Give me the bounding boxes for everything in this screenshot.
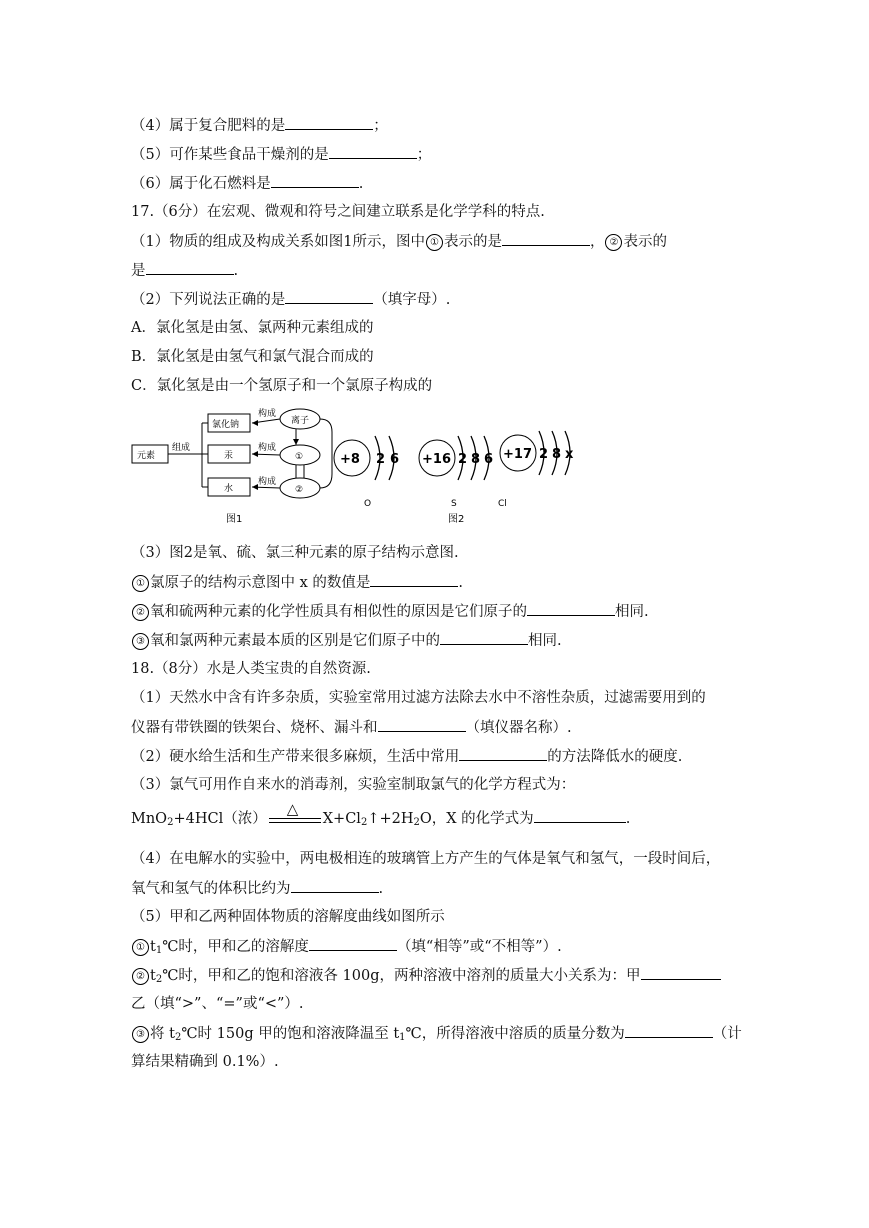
q18-part4-line1: （4）在电解水的实验中，两电极相连的玻璃管上方产生的气体是氧气和氢气，一段时间后， (131, 851, 721, 867)
period: . (233, 263, 239, 279)
q18-part5-c (131, 1023, 742, 1048)
temp-symbol: t (150, 968, 156, 984)
q17-part3-b-text: 氧和硫两种元素的化学性质具有相似性的原因是它们原子的 (150, 604, 527, 620)
atom-cl-nucleus: +17 (503, 447, 532, 462)
q17-part1-text: 表示的是 (443, 234, 502, 250)
q17-part3-c-text: 氧和氯两种元素最本质的区别是它们原子中的 (150, 633, 440, 649)
chemical-equation (131, 800, 631, 833)
atom-s-shell-3: 6 (484, 452, 494, 467)
fig1-water-label: 水 (224, 484, 234, 494)
q18-part4-text: 氧气和氢气的体积比约为 (131, 881, 291, 897)
q18-part3: （3）氯气可用作自来水的消毒剂，实验室制取氯气的化学方程式为： (131, 777, 576, 793)
answer-blank[interactable] (146, 260, 234, 275)
item-4 (131, 115, 388, 136)
item-4-text: （4）属于复合肥料的是 (131, 118, 286, 134)
item-5 (131, 144, 431, 165)
q18-part5-b-line2: 乙（填“>”、“=”或“<”）. (131, 996, 304, 1012)
atom-o-nucleus: +8 (340, 452, 360, 467)
answer-blank[interactable] (459, 746, 547, 761)
answer-blank[interactable] (641, 965, 721, 980)
temp-sub: 1 (155, 945, 163, 956)
atom-cl-shell-1: 2 (539, 447, 549, 462)
circled-number: ② (605, 234, 622, 251)
q18-part2-tail: 的方法降低水的硬度. (547, 749, 683, 765)
heat-symbol: △ (286, 800, 299, 818)
answer-blank[interactable] (370, 572, 458, 587)
atom-o-shell-2: 6 (390, 452, 400, 467)
answer-blank[interactable] (271, 173, 359, 188)
q17-part3: （3）图2是氧、硫、氯三种元素的原子结构示意图. (131, 545, 459, 561)
q18-part5-a-hint: （填“相等”或“不相等”）. (396, 939, 562, 955)
answer-blank[interactable] (378, 717, 466, 732)
q17-part3-a (131, 572, 463, 593)
q17-part3-c (131, 630, 562, 651)
fig1-circle-1: ① (295, 452, 304, 462)
option-a: A．氯化氢是由氢、氯两种元素组成的 (131, 320, 374, 336)
q17-part3-c-tail: 相同. (528, 633, 562, 649)
q17-part2-text: （2）下列说法正确的是 (131, 292, 286, 308)
circled-number: ① (132, 575, 149, 592)
fig1-zucheng-label: 组成 (172, 443, 191, 453)
q18-part5-a-text: ℃时，甲和乙的溶解度 (162, 939, 309, 955)
temp-symbol: t (150, 939, 156, 955)
q17-part1-text: 表示的 (623, 234, 667, 250)
q18-part2 (131, 746, 682, 767)
fig1-element-label: 元素 (137, 451, 156, 461)
fig1-goucheng-label: 构成 (258, 443, 277, 453)
q18-part4-line2 (131, 878, 383, 899)
q18-part5-c-line2: 算结果精确到 0.1%）. (131, 1054, 279, 1070)
fig1-caption: 图1 (226, 514, 243, 525)
answer-blank[interactable] (309, 936, 397, 951)
q17-part3-b-tail: 相同. (615, 604, 649, 620)
fig1-goucheng-label: 构成 (258, 477, 277, 487)
item-6 (131, 173, 363, 194)
answer-blank[interactable] (534, 808, 626, 823)
eq-sub: 2 (167, 817, 174, 828)
atom-o-shell-1: 2 (376, 452, 386, 467)
figure-structure-diagrams (128, 402, 608, 534)
eq-condition (267, 800, 323, 827)
circled-number: ① (426, 234, 443, 251)
q18-part5: （5）甲和乙两种固体物质的溶解度曲线如图所示 (131, 909, 445, 925)
atom-cl-shell-2: 8 (552, 447, 562, 462)
q17-part2-hint: （填字母）. (373, 292, 451, 308)
period: . (378, 881, 384, 897)
q17-part3-b (131, 601, 649, 622)
atom-s-shell-2: 8 (471, 452, 481, 467)
circled-number: ③ (132, 1026, 149, 1043)
q18-part5-b-text: ℃时，甲和乙的饱和溶液各 100g，两种溶液中溶剂的质量大小关系为：甲 (162, 968, 641, 984)
temp-sub: 2 (155, 974, 163, 985)
circled-number: ① (132, 939, 149, 956)
temp-sub: 2 (174, 1032, 182, 1043)
fig1-nacl-label: 氯化钠 (212, 420, 240, 430)
question-18-title: 18.（8分）水是人类宝贵的自然资源. (131, 661, 371, 677)
q18-part1-line1: （1）天然水中含有许多杂质，实验室常用过滤方法除去水中不溶性杂质，过滤需要用到的 (131, 690, 706, 706)
answer-blank[interactable] (291, 878, 379, 893)
eq-h2o: ↑+2H (367, 811, 414, 827)
q17-part1-line2 (131, 260, 238, 281)
fig1-ion-label: 离子 (291, 416, 310, 426)
fig1-circle-2: ② (295, 485, 304, 495)
fig1-goucheng-label: 构成 (258, 409, 277, 419)
answer-blank[interactable] (440, 630, 528, 645)
eq-sub: 2 (413, 817, 420, 828)
eq-double-line (269, 818, 321, 823)
figure-svg (128, 402, 608, 534)
atom-o-symbol: O (364, 499, 372, 509)
answer-blank[interactable] (285, 289, 373, 304)
circled-number: ③ (132, 633, 149, 650)
atom-cl-symbol: Cl (498, 499, 507, 509)
question-17-title: 17.（6分）在宏观、微观和符号之间建立联系是化学学科的特点. (131, 204, 545, 220)
q17-part3-a-text: 氯原子的结构示意图中 x 的数值是 (150, 575, 371, 591)
q18-part5-c-text: 将 t (150, 1026, 175, 1042)
eq-x-cl: X+Cl (322, 811, 361, 827)
item-6-text: （6）属于化石燃料是 (131, 176, 271, 192)
eq-mno2: MnO (131, 811, 168, 827)
q18-part1-hint: （填仪器名称）. (465, 720, 572, 736)
q18-part1-line2 (131, 717, 572, 738)
q18-part5-b (131, 965, 721, 990)
option-c: C．氯化氢是由一个氢原子和一个氯原子构成的 (131, 378, 433, 394)
answer-blank[interactable] (527, 601, 615, 616)
fig2-caption: 图2 (448, 514, 465, 525)
item-6-punct: . (358, 176, 364, 192)
temp-sub: 1 (399, 1032, 406, 1043)
circled-number: ② (132, 968, 149, 985)
period: . (625, 811, 631, 827)
eq-question: O，X 的化学式为 (419, 811, 534, 827)
answer-blank[interactable] (329, 144, 417, 159)
q18-part5-c-hint: （计 (712, 1026, 742, 1042)
atom-s-shell-1: 2 (458, 452, 468, 467)
answer-blank[interactable] (625, 1023, 713, 1038)
q18-part5-c-text: ℃，所得溶液中溶质的质量分数为 (405, 1026, 625, 1042)
atom-cl-shell-3: x (565, 447, 574, 462)
q18-part2-text: （2）硬水给生活和生产带来很多麻烦，生活中常用 (131, 749, 460, 765)
q18-part5-c-text: ℃时 150g 甲的饱和溶液降温至 t (181, 1026, 400, 1042)
q18-part5-a (131, 936, 562, 961)
item-5-punct: ； (416, 147, 432, 163)
answer-blank[interactable] (285, 115, 373, 130)
fig1-hg-label: 汞 (224, 451, 234, 461)
eq-sub: 2 (360, 817, 368, 828)
period: . (458, 575, 464, 591)
atom-s-nucleus: +16 (422, 452, 451, 467)
eq-hcl: +4HCl（浓） (173, 811, 267, 827)
item-4-punct: ； (373, 118, 388, 134)
q17-part1-text: （1）物质的组成及构成关系如图1所示，图中 (131, 234, 425, 250)
q17-part1-text: 是 (131, 263, 146, 279)
circled-number: ② (132, 604, 149, 621)
item-5-text: （5）可作某些食品干燥剂的是 (131, 147, 329, 163)
q17-part2 (131, 289, 450, 310)
comma: ， (589, 234, 605, 250)
q18-part1-text: 仪器有带铁圈的铁架台、烧杯、漏斗和 (131, 720, 378, 736)
option-b: B．氯化氢是由氢气和氯气混合而成的 (131, 349, 374, 365)
answer-blank[interactable] (502, 231, 590, 246)
q17-part1-line1 (131, 231, 667, 252)
atom-s-symbol: S (451, 499, 457, 509)
